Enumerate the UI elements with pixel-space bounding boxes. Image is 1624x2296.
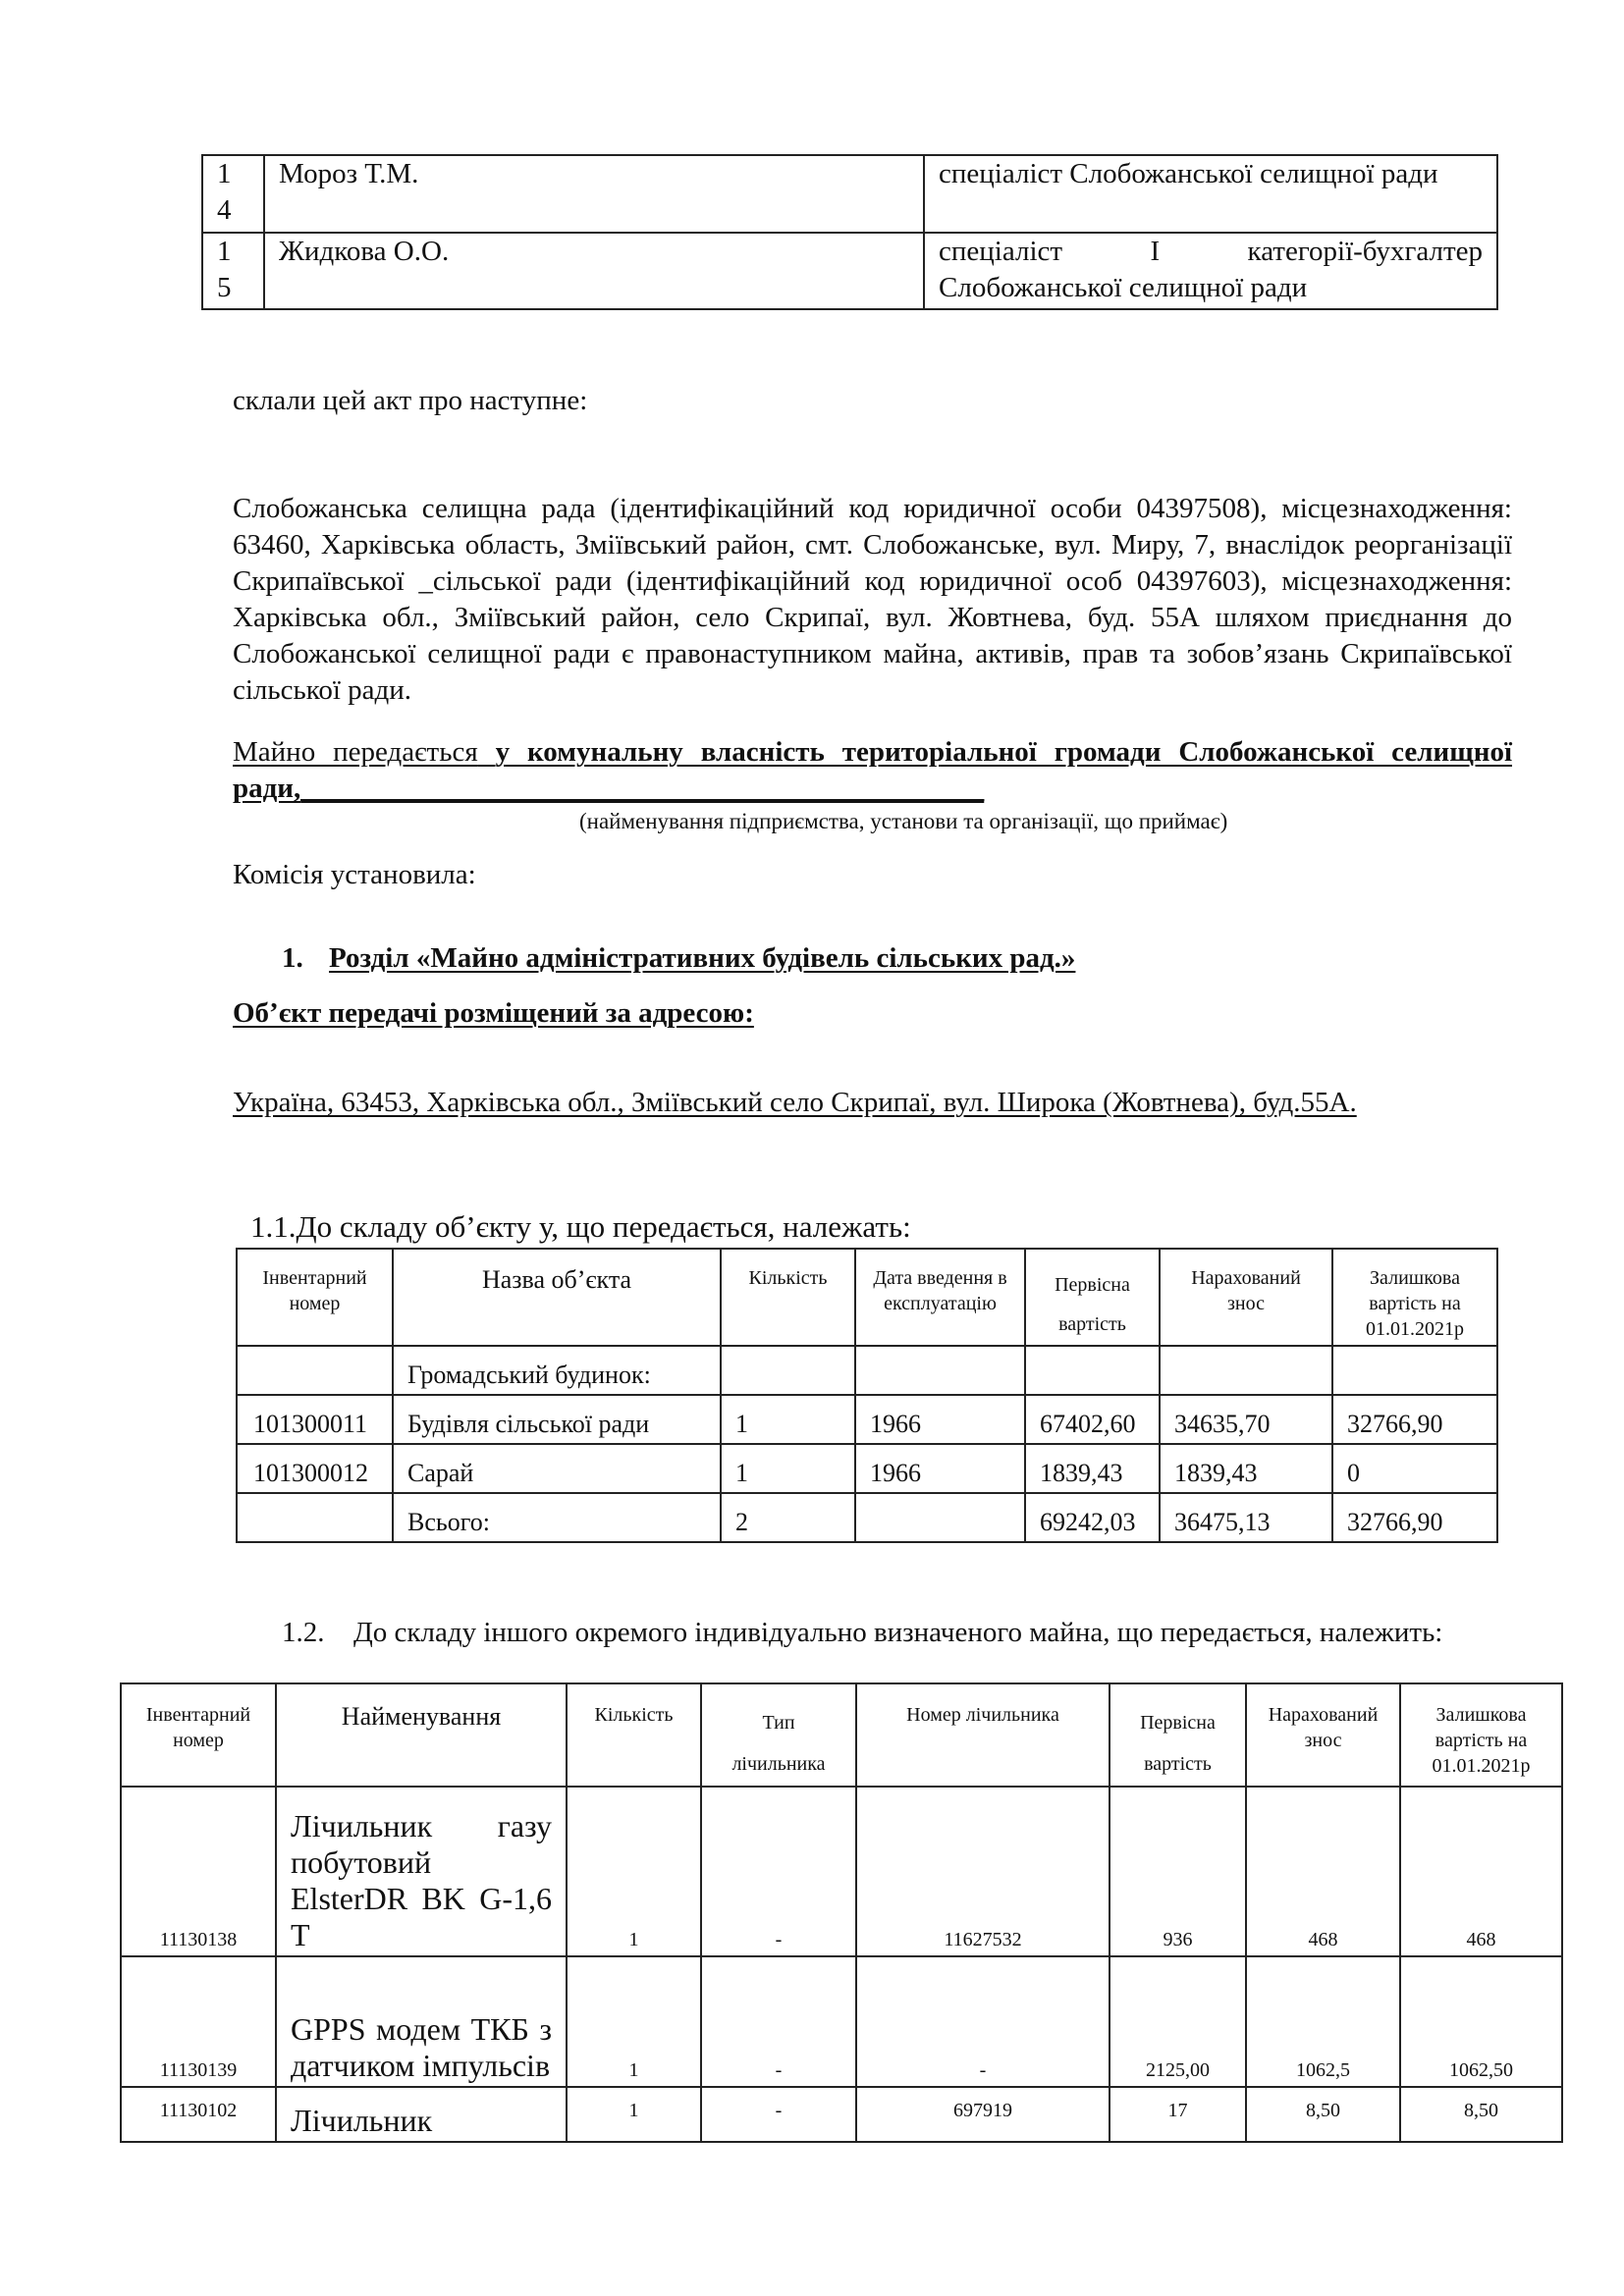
table-header-row [121, 1683, 1562, 1787]
cell: 11130138 [121, 1787, 276, 1956]
section-title: Розділ «Майно адміністративних будівель сільських рад.» [329, 942, 1076, 974]
intro-text: склали цей акт про наступне: [233, 385, 588, 416]
transfer-statement [233, 734, 1512, 807]
cell: 2125,00 [1110, 1956, 1246, 2087]
column-header: Дата введення в експлуатацію [855, 1249, 1025, 1346]
cell: 1062,50 [1400, 1956, 1562, 2087]
cell [855, 1493, 1025, 1542]
cell: 67402,60 [1025, 1395, 1160, 1444]
column-header: Найменування [276, 1683, 567, 1787]
cell: 11627532 [856, 1787, 1110, 1956]
cell: 32766,90 [1332, 1395, 1497, 1444]
table-row [121, 1787, 1562, 1956]
column-header: Інвентарний номер [121, 1683, 276, 1787]
transfer-recipient: у комунальну власність територіальної громади Слобожанської селищної ради, [233, 736, 1513, 804]
cell: 36475,13 [1160, 1493, 1332, 1542]
cell: 1 [567, 1787, 701, 1956]
cell: 1966 [855, 1444, 1025, 1493]
row-number: 1 5 [202, 233, 264, 309]
table-row [237, 1444, 1497, 1493]
column-header: Нарахований знос [1246, 1683, 1400, 1787]
section-1-heading [282, 940, 1075, 977]
items-table [120, 1682, 1563, 2143]
cell [237, 1346, 393, 1395]
cell: 34635,70 [1160, 1395, 1332, 1444]
section-number: 1. [282, 942, 303, 974]
cell: Громадський будинок: [393, 1346, 721, 1395]
table-row [237, 1493, 1497, 1542]
column-header: Назва об’єкта [393, 1249, 721, 1346]
location-label: Об’єкт передачі розміщений за адресою: [233, 997, 754, 1029]
cell: 1062,5 [1246, 1956, 1400, 2087]
column-header: Первісна вартість [1110, 1683, 1246, 1787]
cell: 1 [721, 1444, 855, 1493]
table-row [202, 155, 1497, 233]
cell: 69242,03 [1025, 1493, 1160, 1542]
main-paragraph: Слобожанська селищна рада (ідентифікаційний код юридичної особи 04397508), місцезнаходження: 63460, Харківська область, Зміївський район, смт. Слобожанське, вул. Миру, 7, внаслідок реорганізації Скрипаївської _сільської ради (ідентифікаційний код юридичної особ 04397603), місцезнаходження: Харківська обл., Зміївський район, село Скрипаї, вул. Жовтнева, буд. 55А шляхом приєднання до Слобожанської селищної ради є правонаступником майна, активів, прав та зобов’язань Скрипаївської сільської ради. [233, 493, 1512, 706]
column-header: Номер лічильника [856, 1683, 1110, 1787]
cell: 0 [1332, 1444, 1497, 1493]
table-row [237, 1346, 1497, 1395]
subsection-1-1-title: 1.1.До складу об’єкту у, що передається, належать: [250, 1209, 911, 1244]
cell: 17 [1110, 2087, 1246, 2142]
subsection-number: 1.2. [282, 1617, 325, 1648]
cell: 101300012 [237, 1444, 393, 1493]
cell: 1 [567, 2087, 701, 2142]
subsection-1-2-title [282, 1615, 1512, 1651]
item-name: Лічильник газу побутовий ElsterDR BK G-1,6 Т [276, 1787, 567, 1956]
cell: - [701, 1787, 856, 1956]
cell: 2 [721, 1493, 855, 1542]
cell [237, 1493, 393, 1542]
cell: Будівля сільської ради [393, 1395, 721, 1444]
address: Україна, 63453, Харківська обл., Зміївський село Скрипаї, вул. Широка (Жовтнева), буд.55А. [233, 1087, 1357, 1118]
cell: 11130102 [121, 2087, 276, 2142]
table-row [237, 1395, 1497, 1444]
member-position: спеціаліст І категорії-бухгалтер Слобожанської селищної ради [924, 233, 1497, 309]
row-number: 1 4 [202, 155, 264, 233]
column-header: Кількість [567, 1683, 701, 1787]
cell: 1966 [855, 1395, 1025, 1444]
table-row [121, 2087, 1562, 2142]
cell: 8,50 [1400, 2087, 1562, 2142]
objects-table [236, 1248, 1498, 1543]
cell [721, 1346, 855, 1395]
cell [1025, 1346, 1160, 1395]
transfer-blank: ________________________________________________ [300, 773, 985, 804]
transfer-caption: (найменування підприємства, установи та організації, що приймає) [579, 809, 1228, 833]
cell: Всього: [393, 1493, 721, 1542]
item-name: GPPS модем ТКБ з датчиком імпульсів [276, 1956, 567, 2087]
table-header-row [237, 1249, 1497, 1346]
cell: 8,50 [1246, 2087, 1400, 2142]
cell: 468 [1400, 1787, 1562, 1956]
cell: 697919 [856, 2087, 1110, 2142]
member-name: Мороз Т.М. [264, 155, 924, 233]
cell: 1839,43 [1160, 1444, 1332, 1493]
cell: 1839,43 [1025, 1444, 1160, 1493]
commission-found-text: Комісія установила: [233, 859, 476, 890]
commission-table [201, 154, 1498, 310]
member-position: спеціаліст Слобожанської селищної ради [924, 155, 1497, 233]
cell: 936 [1110, 1787, 1246, 1956]
cell: 101300011 [237, 1395, 393, 1444]
column-header: Кількість [721, 1249, 855, 1346]
subsection-text: До складу іншого окремого індивідуально визначеного майна, що передається, належить: [353, 1617, 1443, 1648]
column-header: Нарахований знос [1160, 1249, 1332, 1346]
cell: 11130139 [121, 1956, 276, 2087]
cell: Сарай [393, 1444, 721, 1493]
cell [1332, 1346, 1497, 1395]
cell: - [856, 1956, 1110, 2087]
column-header: Первісна вартість [1025, 1249, 1160, 1346]
transfer-prefix: Майно передається [233, 736, 478, 768]
cell: 32766,90 [1332, 1493, 1497, 1542]
column-header: Залишкова вартість на 01.01.2021р [1400, 1683, 1562, 1787]
cell: - [701, 2087, 856, 2142]
item-name: Лічильник [276, 2087, 567, 2142]
table-row [202, 233, 1497, 309]
table-row [121, 1956, 1562, 2087]
column-header: Тип лічильника [701, 1683, 856, 1787]
cell: 468 [1246, 1787, 1400, 1956]
cell: - [701, 1956, 856, 2087]
column-header: Залишкова вартість на 01.01.2021р [1332, 1249, 1497, 1346]
cell: 1 [567, 1956, 701, 2087]
cell [1160, 1346, 1332, 1395]
cell: 1 [721, 1395, 855, 1444]
cell [855, 1346, 1025, 1395]
member-name: Жидкова О.О. [264, 233, 924, 309]
column-header: Інвентарний номер [237, 1249, 393, 1346]
